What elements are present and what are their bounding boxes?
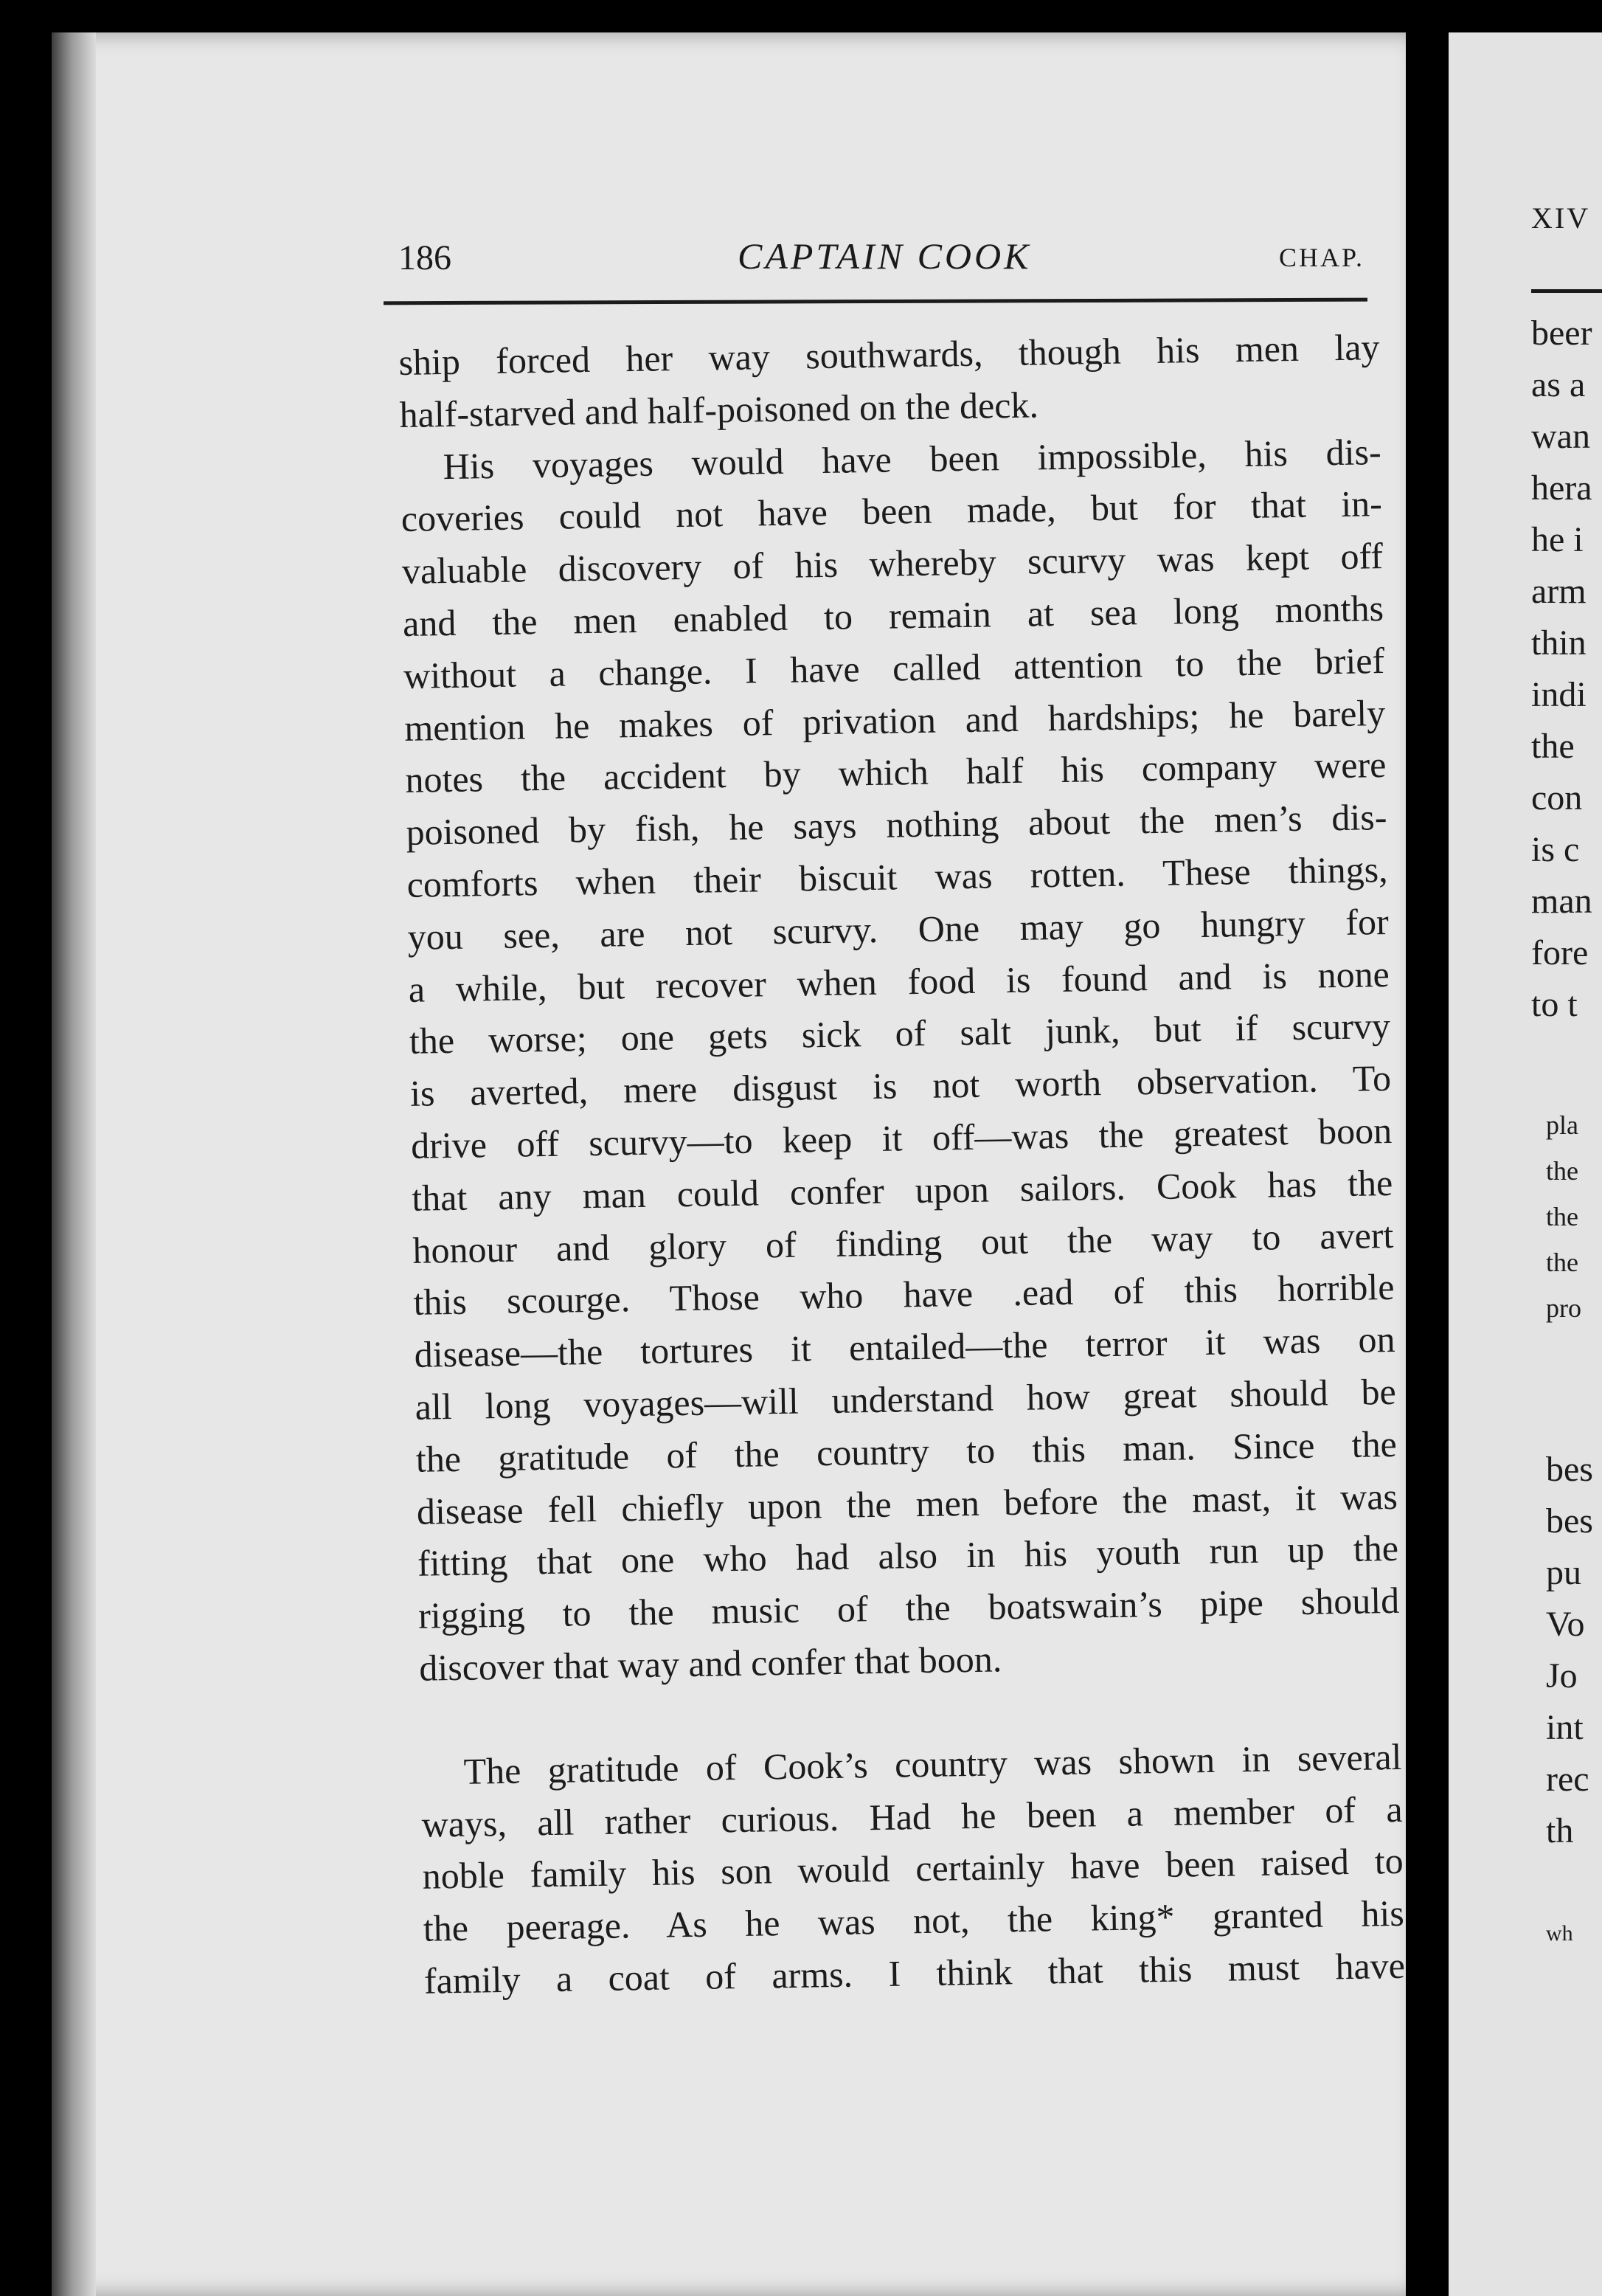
text-line: valuable discovery of his whereby scurvy was kept off [401,535,1384,592]
text-line: poisoned by fish, he says nothing about the men’s dis- [406,796,1387,854]
facing-page-fragment: wan [1531,417,1590,456]
page-number: 186 [398,238,451,277]
facing-page-header: XIV [1531,201,1591,235]
facing-page-fragment: is c [1531,830,1580,869]
facing-page-fragment: Vo [1546,1605,1585,1644]
facing-page-fragment: hera [1531,468,1592,508]
running-title: CAPTAIN COOK [738,235,1032,277]
text-line: disease—the tortures it entailed—the terror it was on [414,1318,1395,1375]
text-line: mention he makes of privation and hardships; he barely [403,691,1386,749]
facing-page-rule [1531,289,1602,293]
text-line: ship forced her way southwards, though his men lay [398,326,1380,383]
text-line: the peerage. As he was not, the king* granted his [423,1892,1405,1949]
facing-page-fragment: pla [1546,1110,1578,1140]
facing-page-fragment: bes [1546,1501,1593,1541]
facing-page-fragment: the [1531,727,1575,766]
text-line: and the men enabled to remain at sea long months [402,587,1384,644]
text-line: without a change. I have called attention to the brief [403,639,1385,696]
text-line: comforts when their biscuit was rotten. These things, [406,848,1388,905]
text-line: that any man could confer upon sailors. Cook has the [411,1161,1393,1219]
facing-page-fragment: man [1531,882,1592,921]
page-gutter [1406,0,1449,2296]
text-line: family a coat of arms. I think that this must have [423,1944,1406,2002]
header-rule [384,298,1367,305]
chapter-label: CHAP. [1278,243,1365,272]
book-page [52,32,1406,2296]
text-line: The gratitude of Cook’s country was shown in several [463,1735,1402,1792]
text-line: you see, are not scurvy. One may go hungry for [407,900,1390,958]
facing-page-fragment: indi [1531,675,1587,714]
facing-page-fragment: the [1546,1248,1578,1277]
facing-page-fragment: thin [1531,623,1587,663]
text-line: noble family his son would certainly have been raised to [422,1840,1404,1898]
facing-page-fragment: beer [1531,314,1592,353]
text-line: rigging to the music of the boatswain’s pipe should [417,1580,1400,1636]
text-line: notes the accident by which half his company were [405,744,1387,801]
facing-page-fragment: pro [1546,1293,1581,1323]
text-line: fitting that one who had also in his youth run up the [417,1527,1399,1585]
facing-page-fragment: fore [1531,933,1589,972]
facing-page-fragment: arm [1531,572,1587,611]
facing-page-fragment: to t [1531,985,1578,1024]
text-line: His voyages would have been impossible, his dis- [443,430,1382,487]
text-line: discover that way and confer that boon. [418,1638,1002,1689]
text-line: ways, all rather curious. Had he been a member of a [421,1788,1403,1845]
facing-page-fragment: int [1546,1708,1584,1747]
facing-page-fragment: pu [1546,1553,1581,1592]
facing-page-fragment: bes [1546,1450,1593,1489]
facing-page-fragment: the [1546,1202,1578,1231]
facing-page [1449,32,1602,2296]
facing-page-fragment: wh [1546,1921,1573,1946]
facing-page-fragment: rec [1546,1760,1589,1799]
facing-page-fragment: he i [1531,520,1584,559]
text-line: drive off scurvy—to keep it off—was the greatest boon [410,1109,1393,1166]
facing-page-fragment: the [1546,1156,1578,1186]
text-line: is averted, mere disgust is not worth observation. To [409,1057,1392,1115]
facing-page-fragment: as a [1531,365,1586,404]
facing-page-fragment: th [1546,1811,1574,1850]
facing-page-fragment: Jo [1546,1656,1578,1695]
text-line: disease fell chiefly upon the men before the mast, it was [416,1475,1398,1532]
text-line: a while, but recover when food is found and is none [408,952,1390,1010]
body-text [398,321,1405,2007]
text-line: this scourge. Those who have .ead of this horrible [413,1266,1395,1324]
text-line: coveries could not have been made, but for that in- [400,483,1383,540]
text-line: all long voyages—will understand how great should be [415,1370,1397,1428]
facing-page-fragment: con [1531,778,1583,817]
text-line: half-starved and half-poisoned on the deck. [399,384,1039,435]
text-line: the worse; one gets sick of salt junk, but if scurvy [409,1005,1391,1062]
text-line: the gratitude of the country to this man. Since the [415,1422,1398,1480]
text-line: honour and glory of finding out the way to avert [412,1214,1394,1271]
page-header [398,232,1365,283]
